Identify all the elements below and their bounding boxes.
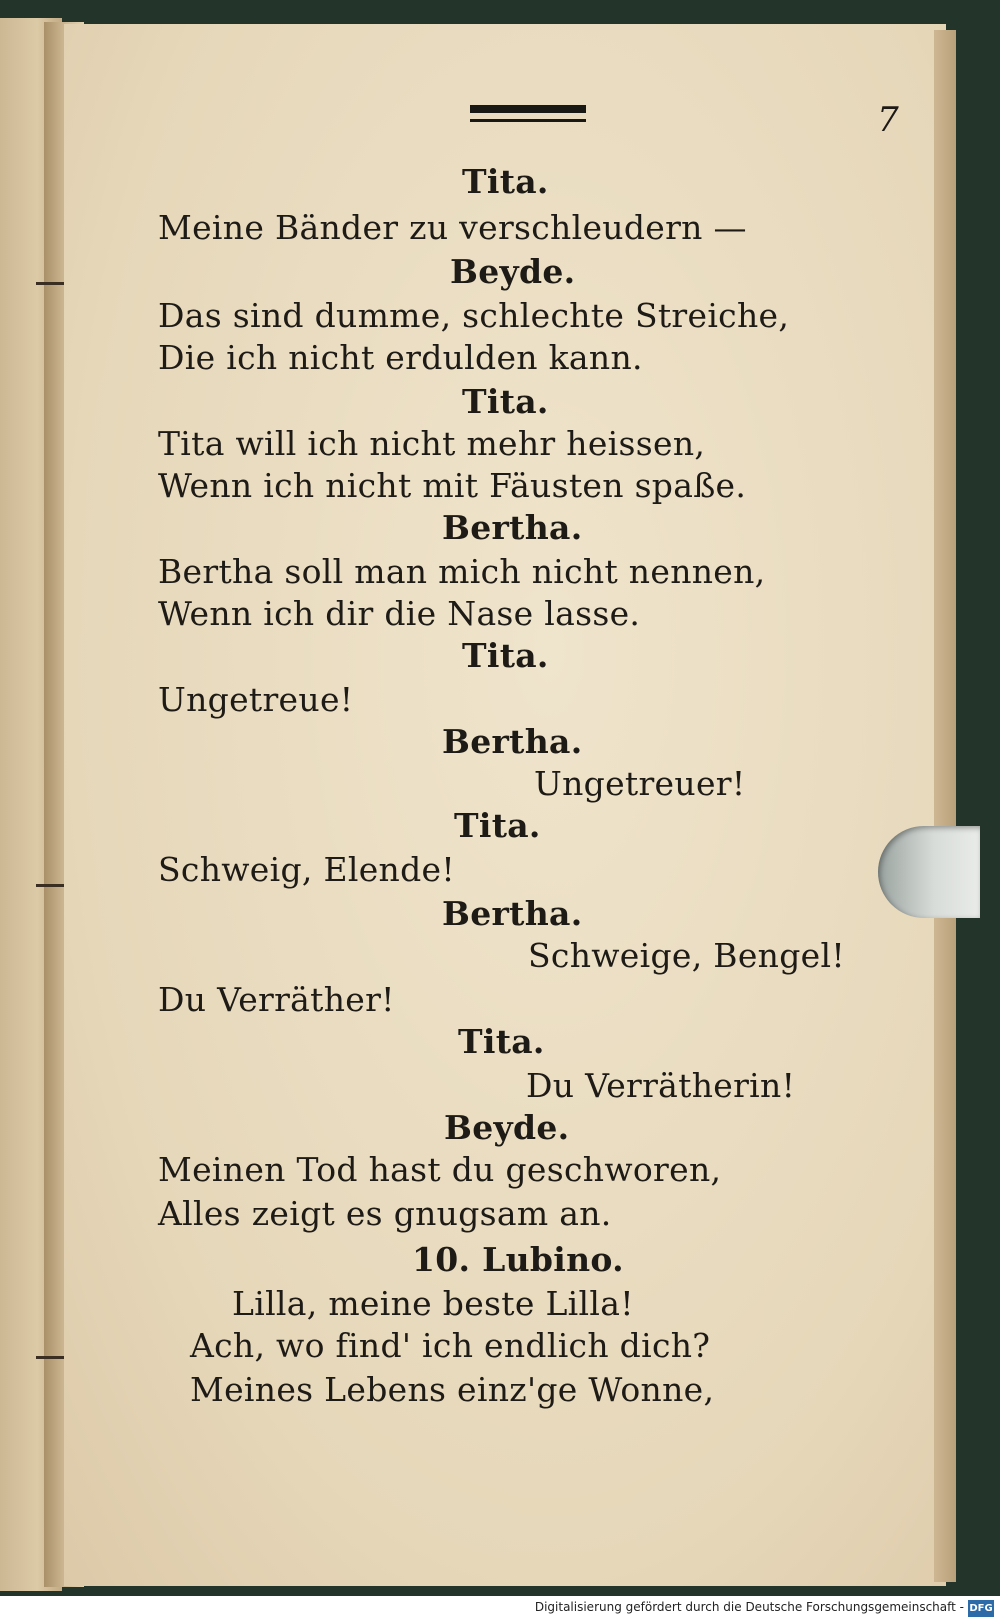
verse-line: Ungetreue! (158, 680, 354, 719)
speaker-tita: Tita. (458, 1022, 545, 1061)
verse-line: Schweige, Bengel! (528, 936, 845, 975)
speaker-bertha: Bertha. (442, 894, 583, 933)
speaker-tita: Tita. (462, 162, 549, 201)
speaker-tita: Tita. (462, 382, 549, 421)
speaker-beyde: Beyde. (450, 252, 576, 291)
page-number: 7 (877, 100, 899, 140)
verse-line: Das sind dumme, schlechte Streiche, (158, 296, 790, 335)
verse-line: Du Verräther! (158, 980, 395, 1019)
speaker-bertha: Bertha. (442, 722, 583, 761)
song-heading: 10. Lubino. (412, 1240, 624, 1279)
verse-line: Du Verrätherin! (526, 1066, 796, 1105)
speaker-tita: Tita. (454, 806, 541, 845)
verse-line: Schweig, Elende! (158, 850, 455, 889)
speaker-bertha: Bertha. (442, 508, 583, 547)
speaker-tita: Tita. (462, 636, 549, 675)
header-rule-thin (470, 119, 586, 122)
verse-line: Meinen Tod hast du geschworen, (158, 1150, 722, 1189)
funding-credit: Digitalisierung gefördert durch die Deutsche Forschungsgemeinschaft - (534, 1600, 964, 1614)
verse-line: Meines Lebens einz'ge Wonne, (190, 1370, 715, 1409)
verse-line: Wenn ich nicht mit Fäusten spaße. (158, 466, 747, 505)
digitization-footer (0, 1596, 1000, 1623)
verse-line: Die ich nicht erdulden kann. (158, 338, 643, 377)
verse-line: Alles zeigt es gnugsam an. (158, 1194, 612, 1233)
speaker-beyde: Beyde. (444, 1108, 570, 1147)
dfg-logo: DFG (968, 1600, 994, 1617)
page-block-edge (934, 30, 956, 1582)
verse-line: Ach, wo find' ich endlich dich? (190, 1326, 711, 1365)
page-holder-clip (878, 826, 980, 918)
verse-line: Tita will ich nicht mehr heissen, (158, 424, 706, 463)
verse-line: Bertha soll man mich nicht nennen, (158, 552, 766, 591)
verse-line: Meine Bänder zu verschleudern — (158, 208, 747, 247)
header-rule-thick (470, 105, 586, 113)
verse-line: Wenn ich dir die Nase lasse. (158, 594, 641, 633)
verse-line: Ungetreuer! (534, 764, 746, 803)
verse-line: Lilla, meine beste Lilla! (232, 1284, 634, 1323)
